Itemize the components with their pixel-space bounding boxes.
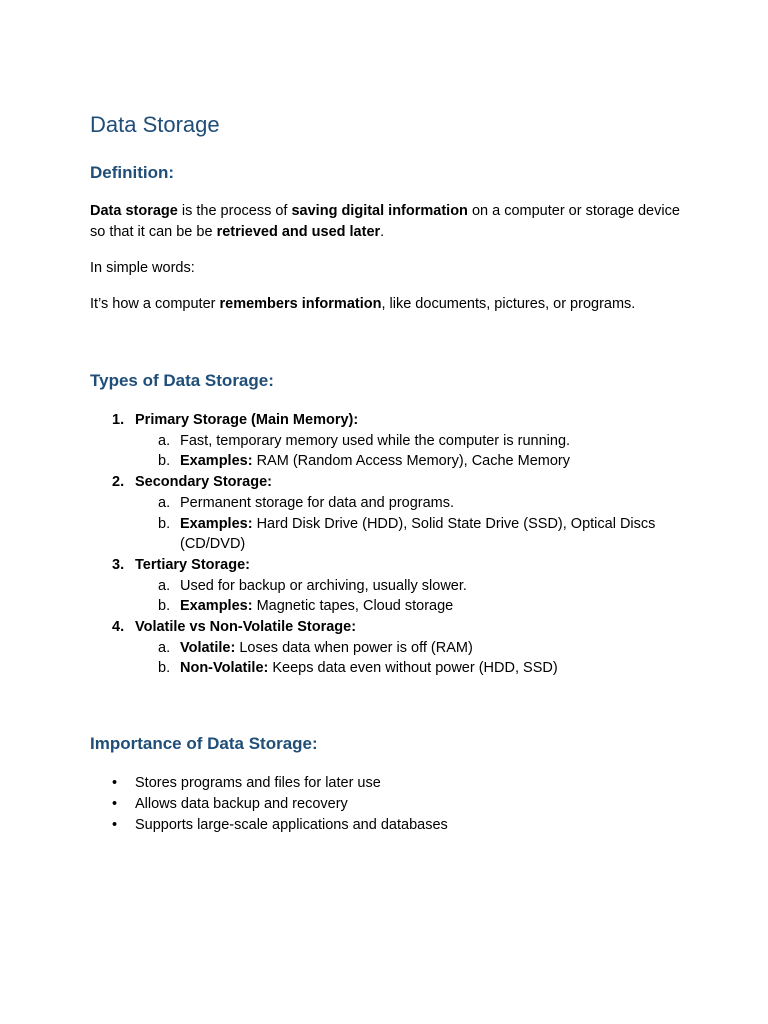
list-item: • Allows data backup and recovery bbox=[90, 794, 690, 815]
list-item: 4. Volatile vs Non-Volatile Storage: a. Volatile: Loses data when power is off (RAM) b. Non-Volatile: Keeps data even without power (HDD, SSD) bbox=[90, 617, 690, 679]
importance-list bbox=[90, 773, 690, 835]
sub-list bbox=[135, 638, 690, 679]
sub-list bbox=[135, 493, 690, 555]
list-item: b. Non-Volatile: Keeps data even without power (HDD, SSD) bbox=[158, 660, 558, 677]
importance-heading: Importance of Data Storage: bbox=[90, 734, 318, 754]
list-item: a. Permanent storage for data and programs. bbox=[158, 494, 455, 511]
list-item: b. Examples: Magnetic tapes, Cloud storage bbox=[158, 598, 454, 615]
list-item: b. Examples: RAM (Random Access Memory), Cache Memory bbox=[158, 453, 571, 470]
definition-heading: Definition: bbox=[90, 163, 175, 182]
list-item: 2. Secondary Storage: a. Permanent storage for data and programs. b. Examples: Hard Disk Drive (HDD), Solid State Drive (SSD), Optical Discs (CD/DVD) bbox=[90, 472, 690, 555]
list-item: 1. Primary Storage (Main Memory): a. Fast, temporary memory used while the computer is running. b. Examples: RAM (Random Access Memory), Cache Memory bbox=[90, 410, 690, 472]
document-page bbox=[90, 110, 690, 835]
list-item: • Supports large-scale applications and databases bbox=[90, 815, 690, 836]
list-item: b. Examples: Hard Disk Drive (HDD), Solid State Drive (SSD), Optical Discs (CD/DVD) bbox=[158, 515, 656, 553]
sub-list bbox=[135, 431, 690, 472]
simple-words-paragraph: In simple words: bbox=[90, 260, 195, 276]
definition-paragraph: Data storage is the process of saving digital information on a computer or storage device so that it can be be retrieved and used later. bbox=[90, 203, 680, 240]
bullet-icon: • bbox=[112, 775, 118, 792]
types-list bbox=[90, 410, 690, 679]
list-item: 3. Tertiary Storage: a. Used for backup or archiving, usually slower. b. Examples: Magnetic tapes, Cloud storage bbox=[90, 555, 690, 617]
simple-explanation-paragraph: It’s how a computer remembers information, like documents, pictures, or programs. bbox=[90, 296, 636, 312]
page-title: Data Storage bbox=[90, 112, 220, 137]
bullet-icon: • bbox=[112, 795, 118, 812]
list-item: a. Used for backup or archiving, usually slower. bbox=[158, 577, 467, 594]
types-heading: Types of Data Storage: bbox=[90, 371, 274, 390]
sub-list bbox=[135, 576, 690, 617]
list-item: a. Fast, temporary memory used while the computer is running. bbox=[158, 432, 571, 449]
bullet-icon: • bbox=[112, 816, 118, 833]
list-item: • Stores programs and files for later use bbox=[90, 773, 690, 794]
term-data-storage: Data storage bbox=[90, 203, 178, 219]
list-item: a. Volatile: Loses data when power is off (RAM) bbox=[158, 639, 473, 656]
